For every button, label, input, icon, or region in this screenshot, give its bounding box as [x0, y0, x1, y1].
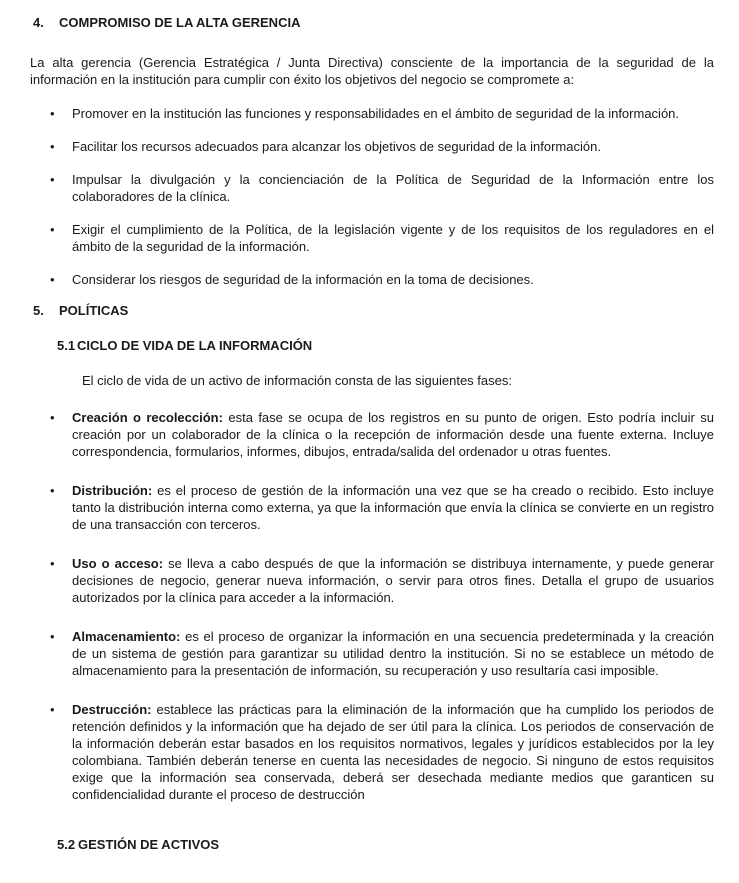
- phase-description: es el proceso de gestión de la información una vez que se ha creado o recibido. Esto incluye tanto la distribución interna como externa, ya que la información que envía la clínica se convierte en un registro de una transacción con terceros.: [72, 483, 714, 532]
- phase-term: Distribución:: [72, 483, 153, 498]
- section-5: [30, 302, 714, 853]
- section-5-1-title: CICLO DE VIDA DE LA INFORMACIÓN: [77, 338, 313, 353]
- bullet-icon: •: [50, 222, 55, 237]
- bullet-icon: •: [50, 272, 55, 287]
- list-item-text: Facilitar los recursos adecuados para alcanzar los objetivos de seguridad de la información.: [72, 139, 601, 154]
- section-5-1-intro-paragraph: El ciclo de vida de un activo de información consta de las siguientes fases:: [82, 373, 512, 388]
- section-5-title: POLÍTICAS: [59, 303, 129, 318]
- phase-term: Almacenamiento:: [72, 629, 181, 644]
- list-item: [30, 409, 714, 460]
- section-5-2-title: GESTIÓN DE ACTIVOS: [78, 837, 220, 852]
- section-5-number: 5.: [33, 303, 44, 318]
- bullet-icon: •: [50, 629, 55, 644]
- phase-description: se lleva a cabo después de que la información se distribuya internamente, y puede generar decisiones de negocio, generar nueva información, o servir para otros fines. Detalla el grupo de usuarios autorizados por la clínica para acceder a la información.: [72, 556, 714, 605]
- list-item: [30, 171, 714, 205]
- list-item-text: [72, 629, 714, 678]
- list-item-text: [72, 483, 714, 532]
- bullet-icon: •: [50, 172, 55, 187]
- phase-term: Uso o acceso:: [72, 556, 164, 571]
- list-item-text: [72, 556, 714, 605]
- bullet-icon: •: [50, 483, 55, 498]
- list-item: [30, 482, 714, 533]
- list-item-text: Promover en la institución las funciones y responsabilidades en el ámbito de seguridad de la información.: [72, 106, 680, 121]
- bullet-icon: •: [50, 410, 55, 425]
- lifecycle-phases-list: [30, 409, 714, 803]
- list-item: [30, 701, 714, 803]
- list-item: [30, 221, 714, 255]
- list-item-text: Exigir el cumplimiento de la Política, de la legislación vigente y de los requisitos de los reguladores en el ámbito de la seguridad de la información.: [72, 222, 714, 254]
- list-item: [30, 105, 714, 122]
- list-item: [30, 555, 714, 606]
- bullet-icon: •: [50, 106, 55, 121]
- section-5-1-number: 5.1: [57, 338, 76, 353]
- list-item-text: Considerar los riesgos de seguridad de la información en la toma de decisiones.: [72, 272, 534, 287]
- section-5-1-heading: [57, 337, 714, 354]
- section-5-2-number: 5.2: [57, 837, 76, 852]
- commitments-list: [30, 105, 714, 288]
- section-4-heading: [30, 14, 714, 31]
- bullet-icon: •: [50, 702, 55, 717]
- list-item-text: [72, 702, 714, 802]
- bullet-icon: •: [50, 139, 55, 154]
- list-item-text: Impulsar la divulgación y la concienciación de la Política de Seguridad de la Información entre los colaboradores de la clínica.: [72, 172, 714, 204]
- section-5-2-heading: [57, 836, 714, 853]
- section-4-number: 4.: [33, 15, 44, 30]
- list-item: [30, 138, 714, 155]
- phase-description: es el proceso de organizar la información en una secuencia predeterminada y la creación de un sistema de gestión para garantizar su utilidad dentro la institución. Si no se establece un método de almacenamiento para la presentación de información, su recuperación y uso resultaría casi imposible.: [72, 629, 714, 678]
- phase-term: Destrucción:: [72, 702, 152, 717]
- list-item: [30, 271, 714, 288]
- section-4: [30, 14, 714, 288]
- section-4-intro-paragraph: La alta gerencia (Gerencia Estratégica / Junta Directiva) consciente de la importancia de la seguridad de la información en la institución para cumplir con éxito los objetivos del negocio se compromete a:: [30, 55, 714, 87]
- phase-term: Creación o recolección:: [72, 410, 223, 425]
- phase-description: esta fase se ocupa de los registros en su punto de origen. Esto podría incluir su creación por un colaborador de la clínica o la recepción de información desde una fuente externa. Incluye correspondencia, formularios, informes, dibujos, entrada/salida del ordenador u otras fuentes.: [72, 410, 714, 459]
- phase-description: establece las prácticas para la eliminación de la información que ha cumplido los periodos de retención definidos y la información que ha dejado de ser útil para la clínica. Los periodos de conservación de la información deberán estar basados en los requisitos normativos, legales y jurídicos establecidos por la ley colombiana. También deberán tenerse en cuenta las necesidades de negocio. Si ninguno de estos requisitos exige que la información sea conservada, deberá ser desechada mediante medios que garanticen su confidencialidad durante el proceso de destrucción: [72, 702, 714, 802]
- bullet-icon: •: [50, 556, 55, 571]
- list-item-text: [72, 410, 714, 459]
- list-item: [30, 628, 714, 679]
- section-5-1: [30, 337, 714, 803]
- section-5-heading: [30, 302, 714, 319]
- section-5-2: [30, 836, 714, 853]
- section-4-title: COMPROMISO DE LA ALTA GERENCIA: [59, 15, 301, 30]
